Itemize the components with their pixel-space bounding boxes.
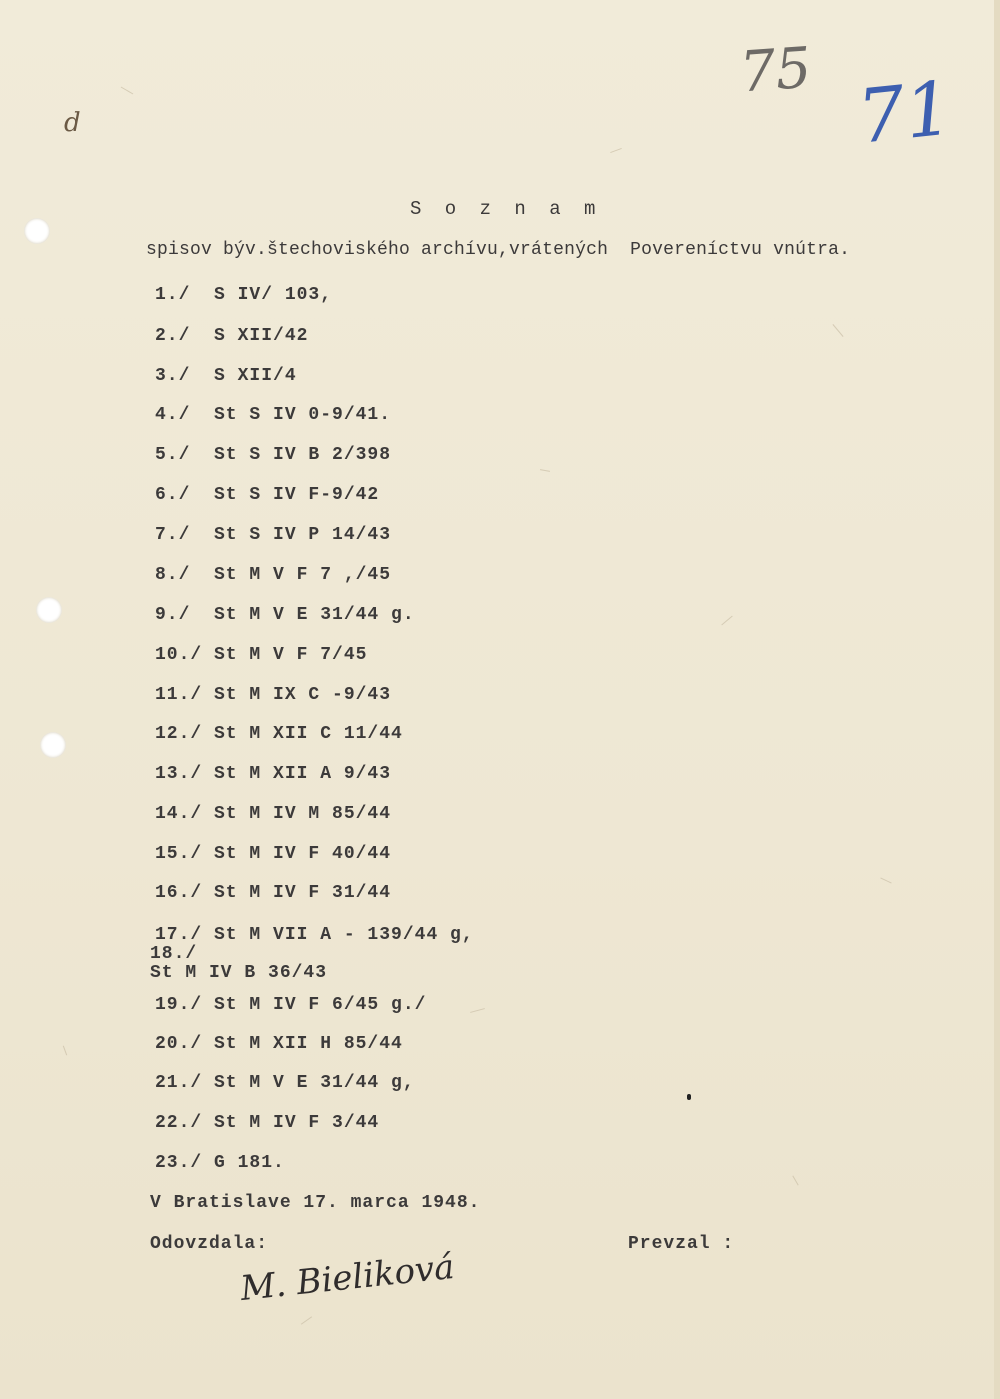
paper-fiber bbox=[301, 1316, 312, 1324]
handwritten-signature: M. Bieliková bbox=[238, 1246, 457, 1310]
paper-fiber bbox=[121, 87, 134, 95]
paper-fiber bbox=[610, 148, 622, 153]
paper-fiber bbox=[792, 1175, 798, 1185]
punch-hole bbox=[40, 732, 66, 758]
pencil-archive-number: 75 bbox=[737, 35, 814, 106]
list-item: 8./ St M V F 7 ,/45 bbox=[155, 565, 392, 585]
list-item: 12./ St M XII C 11/44 bbox=[155, 724, 403, 744]
list-item: 13./ St M XII A 9/43 bbox=[155, 764, 392, 784]
list-item: 1./ S IV/ 103, bbox=[155, 285, 333, 305]
paper-fiber bbox=[540, 469, 550, 472]
list-item: 6./ St S IV F-9/42 bbox=[155, 485, 380, 505]
receiver-label: Prevzal : bbox=[628, 1234, 735, 1254]
list-item: 18./ bbox=[150, 944, 198, 964]
page-edge bbox=[994, 0, 1000, 1399]
blue-archive-number: 71 bbox=[853, 65, 957, 161]
ink-dot bbox=[687, 1094, 691, 1100]
paper-fiber bbox=[63, 1046, 67, 1056]
list-item: 11./ St M IX C -9/43 bbox=[155, 685, 392, 705]
list-item: 2./ S XII/42 bbox=[155, 326, 309, 346]
paper-fiber bbox=[470, 1008, 485, 1013]
list-item: 21./ St M V E 31/44 g, bbox=[155, 1073, 415, 1093]
punch-hole bbox=[24, 218, 50, 244]
list-item: 17./ St M VII A - 139/44 g, bbox=[155, 925, 474, 945]
list-item: 5./ St S IV B 2/398 bbox=[155, 445, 392, 465]
document-title: S o z n a m bbox=[410, 198, 602, 220]
list-item: 10./ St M V F 7/45 bbox=[155, 645, 368, 665]
margin-mark: d bbox=[64, 108, 81, 138]
punch-hole bbox=[36, 597, 62, 623]
list-item: 22./ St M IV F 3/44 bbox=[155, 1113, 380, 1133]
list-item: 16./ St M IV F 31/44 bbox=[155, 883, 392, 903]
list-item: 19./ St M IV F 6/45 g./ bbox=[155, 995, 427, 1015]
list-item: 7./ St S IV P 14/43 bbox=[155, 525, 392, 545]
list-item: 15./ St M IV F 40/44 bbox=[155, 844, 392, 864]
list-item: 4./ St S IV 0-9/41. bbox=[155, 405, 392, 425]
list-item: 3./ S XII/4 bbox=[155, 366, 297, 386]
document-subtitle: spisov býv.štechoviského archívu,vrátených Povereníctvu vnútra. bbox=[146, 240, 851, 260]
list-item: 20./ St M XII H 85/44 bbox=[155, 1034, 403, 1054]
paper-fiber bbox=[880, 878, 891, 884]
list-item: St M IV B 36/43 bbox=[150, 963, 328, 983]
list-item: 14./ St M IV M 85/44 bbox=[155, 804, 392, 824]
list-item: 23./ G 181. bbox=[155, 1153, 285, 1173]
sender-label: Odovzdala: bbox=[150, 1234, 269, 1254]
paper-fiber bbox=[721, 616, 732, 626]
list-item: 9./ St M V E 31/44 g. bbox=[155, 605, 415, 625]
paper-fiber bbox=[832, 324, 843, 337]
place-date: V Bratislave 17. marca 1948. bbox=[150, 1193, 481, 1213]
